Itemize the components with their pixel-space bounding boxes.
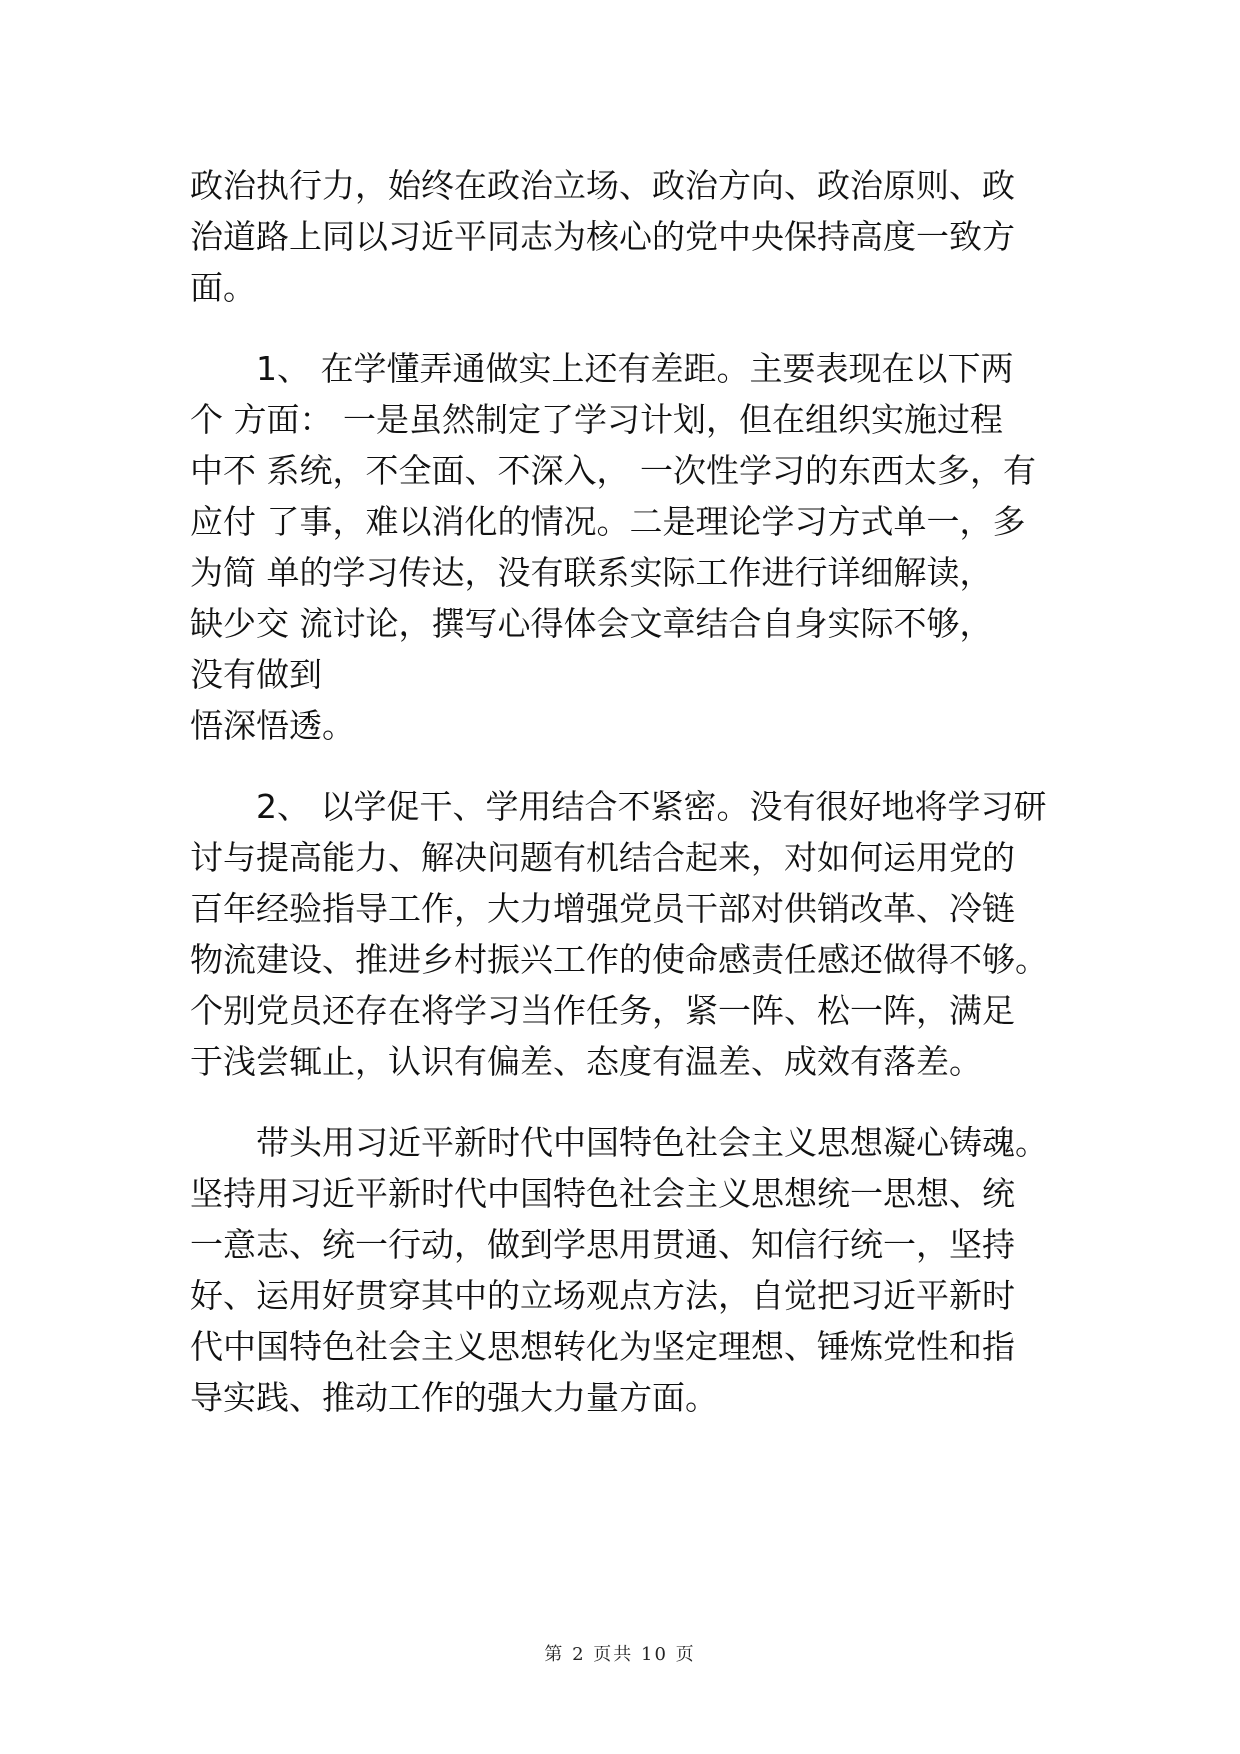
text-line: 面。 bbox=[190, 268, 256, 307]
text-line: 应付 了事，难以消化的情况。二是理论学习方式单一，多 bbox=[190, 502, 1026, 541]
text-line: 导实践、推动工作的强大力量方面。 bbox=[190, 1378, 718, 1417]
page-number-footer: 第 2 页共 10 页 bbox=[544, 1644, 696, 1665]
text-line: 物流建设、推进乡村振兴工作的使命感责任感还做得不够。 bbox=[190, 940, 1048, 979]
text-line: 百年经验指导工作，大力增强党员干部对供销改革、冷链 bbox=[190, 889, 1015, 928]
text-line: 为简 单的学习传达，没有联系实际工作进行详细解读， bbox=[190, 553, 993, 592]
text-line: 悟深悟透。 bbox=[190, 706, 355, 745]
paragraph-3 bbox=[190, 781, 1090, 1087]
text-line: 好、运用好贯穿其中的立场观点方法，自觉把习近平新时 bbox=[190, 1276, 1015, 1315]
text-line: 代中国特色社会主义思想转化为坚定理想、锤炼党性和指 bbox=[190, 1327, 1015, 1366]
text-line: 个别党员还存在将学习当作任务，紧一阵、松一阵，满足 bbox=[190, 991, 1015, 1030]
text-line: 带头用习近平新时代中国特色社会主义思想凝心铸魂。 bbox=[256, 1123, 1048, 1162]
paragraph-4 bbox=[190, 1117, 1090, 1423]
text-line: 个 方面： 一是虽然制定了学习计划，但在组织实施过程 bbox=[190, 400, 1003, 439]
document-body bbox=[190, 160, 1090, 1453]
text-line: 政治执行力，始终在政治立场、政治方向、政治原则、政 bbox=[190, 166, 1015, 205]
text-line: 没有做到 bbox=[190, 655, 322, 694]
text-line: 2、 以学促干、学用结合不紧密。没有很好地将学习研 bbox=[256, 787, 1047, 826]
text-line: 于浅尝辄止，认识有偏差、态度有温差、成效有落差。 bbox=[190, 1042, 982, 1081]
text-line: 中不 系统，不全面、不深入， 一次性学习的东西太多，有 bbox=[190, 451, 1036, 490]
text-line: 坚持用习近平新时代中国特色社会主义思想统一思想、统 bbox=[190, 1174, 1015, 1213]
paragraph-1 bbox=[190, 160, 1090, 313]
text-line: 1、 在学懂弄通做实上还有差距。主要表现在以下两 bbox=[256, 349, 1014, 388]
text-line: 缺少交 流讨论，撰写心得体会文章结合自身实际不够， bbox=[190, 604, 993, 643]
text-line: 治道路上同以习近平同志为核心的党中央保持高度一致方 bbox=[190, 217, 1015, 256]
paragraph-2 bbox=[190, 343, 1090, 751]
text-line: 讨与提高能力、解决问题有机结合起来，对如何运用党的 bbox=[190, 838, 1015, 877]
text-line: 一意志、统一行动，做到学思用贯通、知信行统一，坚持 bbox=[190, 1225, 1015, 1264]
